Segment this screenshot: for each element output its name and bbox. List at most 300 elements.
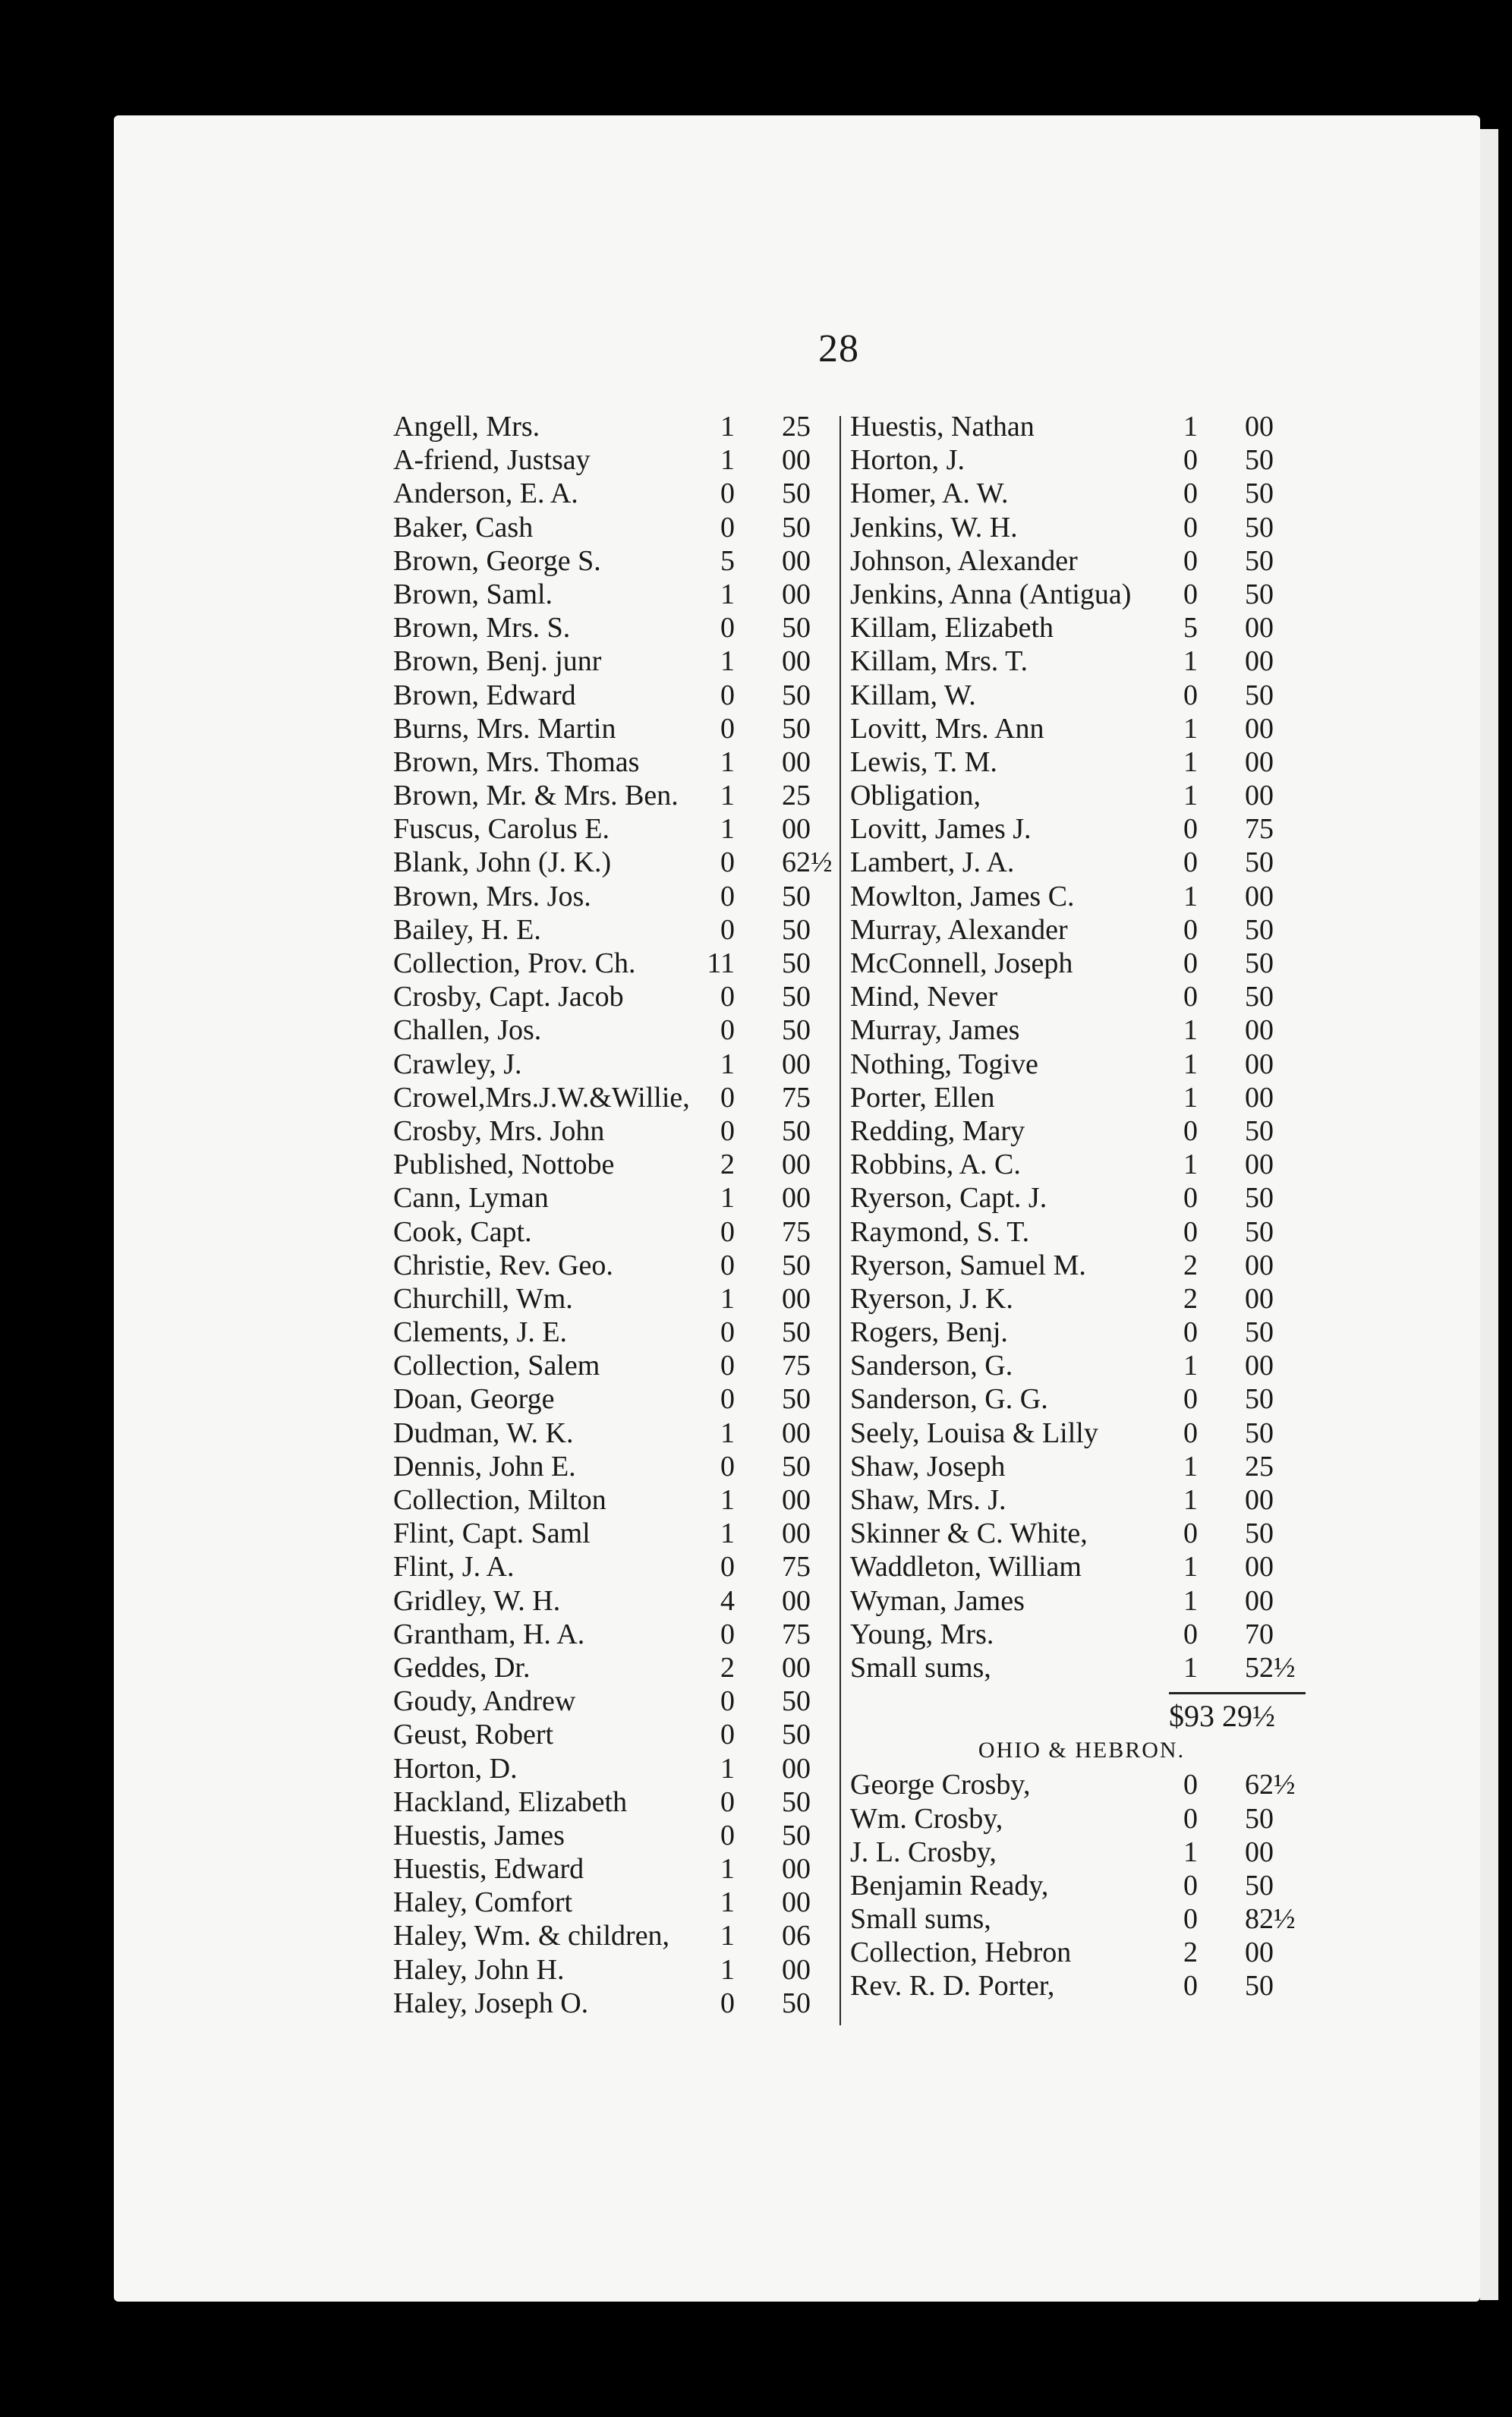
entry-dollars: 0 (1183, 913, 1198, 946)
entry-cents: 06 (782, 1920, 811, 1952)
entry-cents: 62½ (782, 846, 833, 879)
entry-name: Skinner & C. White, (850, 1517, 1088, 1550)
entry-dollars: 0 (720, 1014, 735, 1047)
entry-cents: 00 (1245, 612, 1274, 644)
entry-name: Lambert, J. A. (850, 846, 1015, 879)
list-item (850, 1316, 1290, 1349)
entry-name: Burns, Mrs. Martin (393, 712, 616, 745)
entry-cents: 50 (1245, 1215, 1274, 1248)
list-item (393, 1148, 833, 1181)
entry-name: Collection, Prov. Ch. (393, 947, 636, 979)
entry-cents: 00 (1245, 1836, 1274, 1868)
entry-dollars: 0 (1183, 813, 1198, 846)
entry-cents: 50 (1245, 947, 1274, 979)
list-item (850, 1584, 1290, 1618)
entry-dollars: 1 (1183, 1484, 1198, 1516)
list-item (393, 1852, 833, 1886)
entry-cents: 50 (1245, 846, 1274, 879)
entry-cents: 00 (782, 1886, 811, 1919)
list-item (393, 712, 833, 745)
entry-cents: 50 (1245, 1517, 1274, 1550)
entry-dollars: 1 (720, 813, 735, 846)
entry-cents: 00 (782, 578, 811, 610)
list-item (393, 1349, 833, 1382)
list-item (850, 477, 1290, 510)
entry-name: Small sums, (850, 1903, 991, 1936)
entry-cents: 50 (1245, 679, 1274, 711)
entry-name: Haley, Comfort (393, 1886, 573, 1919)
entry-dollars: 0 (720, 1383, 735, 1416)
entry-cents: 00 (1245, 1081, 1274, 1114)
list-item (850, 812, 1290, 846)
entry-cents: 50 (1245, 544, 1274, 577)
entry-cents: 25 (1245, 1450, 1274, 1483)
entry-cents: 50 (782, 712, 811, 745)
entry-dollars: 0 (1183, 444, 1198, 477)
list-item (850, 1902, 1296, 1936)
entry-cents: 25 (782, 780, 811, 812)
entry-cents: 00 (1245, 1149, 1274, 1181)
entry-name: Brown, Mrs. S. (393, 612, 571, 644)
entry-cents: 00 (782, 1853, 811, 1886)
entry-name: Crawley, J. (393, 1048, 522, 1080)
entry-cents: 00 (782, 1651, 811, 1684)
entry-name: Churchill, Wm. (393, 1282, 573, 1315)
list-item (393, 1919, 833, 1952)
entry-cents: 00 (1245, 1350, 1274, 1382)
list-item (850, 578, 1290, 611)
list-item (850, 443, 1290, 477)
list-item (850, 1517, 1290, 1550)
entry-cents: 00 (782, 1416, 811, 1449)
entry-dollars: 1 (720, 780, 735, 812)
entry-name: Brown, George S. (393, 544, 601, 577)
entry-name: Jenkins, Anna (Antigua) (850, 578, 1132, 610)
list-item (850, 410, 1290, 443)
entry-dollars: 0 (720, 1350, 735, 1382)
entry-name: Homer, A. W. (850, 477, 1009, 510)
entry-dollars: 2 (720, 1651, 735, 1684)
entry-name: Brown, Mrs. Thomas (393, 745, 640, 778)
entry-dollars: 1 (1183, 712, 1198, 745)
entry-cents: 00 (782, 813, 811, 846)
entry-cents: 50 (782, 612, 811, 644)
entry-dollars: 1 (1183, 1081, 1198, 1114)
entry-dollars: 1 (720, 1182, 735, 1215)
list-item (850, 980, 1290, 1013)
entry-name: Murray, Alexander (850, 913, 1068, 946)
list-item (850, 712, 1290, 745)
entry-cents: 00 (782, 1282, 811, 1315)
entry-dollars: 1 (720, 444, 735, 477)
entry-dollars: 0 (720, 1114, 735, 1147)
entry-name: Flint, Capt. Saml (393, 1517, 591, 1550)
entry-name: Haley, John H. (393, 1953, 565, 1986)
entry-dollars: 0 (720, 1618, 735, 1650)
entry-name: Murray, James (850, 1014, 1020, 1047)
left-column (393, 410, 833, 2020)
entry-cents: 00 (782, 1752, 811, 1785)
entry-dollars: 0 (720, 1081, 735, 1114)
entry-dollars: 0 (1183, 1416, 1198, 1449)
list-item (393, 477, 833, 510)
entry-cents: 00 (1245, 1282, 1274, 1315)
entry-cents: 50 (1245, 1383, 1274, 1416)
total-rule (850, 1684, 1290, 1700)
entry-cents: 50 (1245, 1182, 1274, 1215)
entry-cents: 00 (1245, 880, 1274, 912)
entry-dollars: 1 (1183, 745, 1198, 778)
list-item (393, 578, 833, 611)
entry-name: Collection, Hebron (850, 1936, 1072, 1969)
list-item (393, 1752, 833, 1785)
entry-cents: 50 (782, 477, 811, 510)
entry-dollars: 0 (720, 981, 735, 1013)
list-item (393, 1013, 833, 1047)
list-item (850, 880, 1290, 913)
entry-cents: 00 (782, 1517, 811, 1550)
entry-dollars: 0 (1183, 1182, 1198, 1215)
entry-name: Huestis, Edward (393, 1853, 584, 1886)
entry-name: Christie, Rev. Geo. (393, 1249, 613, 1281)
entry-cents: 00 (1245, 1014, 1274, 1047)
entry-dollars: 5 (720, 544, 735, 577)
entry-dollars: 0 (1183, 947, 1198, 979)
total-row (850, 1700, 1290, 1733)
entry-dollars: 0 (720, 880, 735, 912)
entry-cents: 00 (782, 1584, 811, 1617)
entry-cents: 00 (782, 544, 811, 577)
entry-dollars: 0 (720, 1551, 735, 1583)
list-item (393, 544, 833, 578)
entry-cents: 50 (782, 913, 811, 946)
entry-cents: 50 (782, 1719, 811, 1751)
entry-dollars: 1 (1183, 1651, 1198, 1684)
entry-name: J. L. Crosby, (850, 1836, 997, 1868)
list-item (393, 1584, 833, 1618)
entry-cents: 00 (1245, 780, 1274, 812)
list-item (850, 745, 1290, 779)
list-item (850, 1768, 1296, 1801)
entry-dollars: 1 (1183, 1584, 1198, 1617)
entry-dollars: 1 (1183, 880, 1198, 912)
entry-dollars: 0 (720, 1785, 735, 1818)
entry-cents: 00 (782, 444, 811, 477)
entry-dollars: 0 (1183, 1970, 1198, 2003)
entry-dollars: 0 (1183, 1769, 1198, 1801)
entry-name: Killam, W. (850, 679, 976, 711)
entry-cents: 50 (782, 1819, 811, 1851)
entry-name: Crowel,Mrs.J.W.&Willie, (393, 1081, 690, 1114)
entry-name: Lovitt, Mrs. Ann (850, 712, 1044, 745)
entry-name: Brown, Mrs. Jos. (393, 880, 591, 912)
entry-dollars: 1 (720, 1752, 735, 1785)
entry-name: Waddleton, William (850, 1551, 1082, 1583)
entry-name: Fuscus, Carolus E. (393, 813, 610, 846)
entry-cents: 75 (782, 1215, 811, 1248)
list-item (850, 1249, 1290, 1282)
entry-cents: 50 (1245, 477, 1274, 510)
entry-dollars: 0 (720, 1987, 735, 2019)
entry-cents: 00 (782, 1953, 811, 1986)
list-item (393, 880, 833, 913)
entry-name: Young, Mrs. (850, 1618, 994, 1650)
list-item (393, 1517, 833, 1550)
entry-cents: 62½ (1245, 1769, 1296, 1801)
list-item (393, 812, 833, 846)
entry-name: Mowlton, James C. (850, 880, 1075, 912)
list-item (850, 1081, 1290, 1114)
list-item (850, 1869, 1290, 1902)
entry-cents: 00 (782, 1048, 811, 1080)
entry-dollars: 0 (1183, 846, 1198, 879)
entry-dollars: 1 (720, 1282, 735, 1315)
entry-name: Robbins, A. C. (850, 1149, 1021, 1181)
entry-name: Flint, J. A. (393, 1551, 515, 1583)
entry-name: Brown, Saml. (393, 578, 553, 610)
entry-dollars: 0 (720, 1215, 735, 1248)
entry-cents: 00 (782, 745, 811, 778)
entry-cents: 50 (1245, 444, 1274, 477)
entry-name: Geddes, Dr. (393, 1651, 531, 1684)
list-item (393, 1550, 833, 1583)
entry-name: Wyman, James (850, 1584, 1025, 1617)
column-divider (839, 416, 841, 2025)
entry-name: Brown, Edward (393, 679, 576, 711)
list-item (850, 1349, 1290, 1382)
entry-name: Dennis, John E. (393, 1450, 576, 1483)
entry-name: Crosby, Capt. Jacob (393, 981, 624, 1013)
entry-cents: 75 (782, 1618, 811, 1650)
list-item (850, 1836, 1290, 1869)
entry-dollars: 1 (1183, 1551, 1198, 1583)
entry-dollars: 1 (720, 745, 735, 778)
entry-name: Goudy, Andrew (393, 1685, 576, 1718)
entry-cents: 25 (782, 411, 811, 443)
entry-dollars: 0 (1183, 1869, 1198, 1902)
entry-cents: 00 (1245, 1584, 1274, 1617)
entry-name: Blank, John (J. K.) (393, 846, 612, 879)
list-item (393, 410, 833, 443)
entry-name: Collection, Salem (393, 1350, 600, 1382)
list-item (393, 443, 833, 477)
entry-dollars: 1 (720, 1953, 735, 1986)
entry-name: McConnell, Joseph (850, 947, 1073, 979)
list-item (850, 644, 1290, 678)
entry-dollars: 1 (720, 1920, 735, 1952)
entry-cents: 75 (782, 1081, 811, 1114)
entry-cents: 50 (1245, 1114, 1274, 1147)
right-column (850, 410, 1296, 2003)
list-item (393, 1450, 833, 1483)
entry-cents: 50 (1245, 1416, 1274, 1449)
list-item (850, 1483, 1290, 1517)
entry-name: Hackland, Elizabeth (393, 1785, 628, 1818)
entry-name: Ryerson, Capt. J. (850, 1182, 1047, 1215)
entry-dollars: 0 (1183, 1802, 1198, 1835)
list-item (850, 544, 1290, 578)
list-item (393, 1987, 833, 2020)
entry-name: Sanderson, G. G. (850, 1383, 1048, 1416)
list-item (393, 1953, 833, 1987)
list-item (393, 511, 833, 544)
list-item (393, 913, 833, 947)
entry-dollars: 1 (1183, 1048, 1198, 1080)
entry-dollars: 2 (1183, 1936, 1198, 1969)
entry-name: Collection, Milton (393, 1484, 606, 1516)
entry-name: Anderson, E. A. (393, 477, 578, 510)
list-item (393, 1483, 833, 1517)
list-item (393, 1382, 833, 1416)
entry-dollars: 0 (1183, 477, 1198, 510)
entry-name: Grantham, H. A. (393, 1618, 585, 1650)
entry-cents: 50 (1245, 1802, 1274, 1835)
entry-dollars: 0 (1183, 1114, 1198, 1147)
list-item (850, 1048, 1290, 1081)
list-item (393, 1618, 833, 1651)
entry-name: Rev. R. D. Porter, (850, 1970, 1055, 2003)
entry-dollars: 1 (1183, 1836, 1198, 1868)
list-item (850, 947, 1290, 980)
list-item (393, 1316, 833, 1349)
entry-dollars: 0 (720, 846, 735, 879)
list-item (393, 1416, 833, 1450)
list-item (850, 1969, 1290, 2003)
entry-name: Small sums, (850, 1651, 991, 1684)
list-item (850, 1802, 1290, 1836)
entry-cents: 00 (1245, 1249, 1274, 1281)
entry-name: Shaw, Joseph (850, 1450, 1006, 1483)
entry-cents: 75 (782, 1350, 811, 1382)
entry-dollars: 2 (720, 1149, 735, 1181)
total-amount: $93 29½ (1169, 1699, 1275, 1734)
list-item (850, 1013, 1290, 1047)
list-item (393, 1215, 833, 1249)
entry-name: Gridley, W. H. (393, 1584, 561, 1617)
entry-dollars: 5 (1183, 612, 1198, 644)
entry-dollars: 2 (1183, 1249, 1198, 1281)
entry-dollars: 0 (1183, 511, 1198, 544)
entry-cents: 50 (782, 1785, 811, 1818)
list-item (393, 980, 833, 1013)
entry-cents: 50 (1245, 1316, 1274, 1349)
entry-name: Published, Nottobe (393, 1149, 615, 1181)
entry-cents: 00 (1245, 1936, 1274, 1969)
entry-name: Jenkins, W. H. (850, 511, 1018, 544)
entry-name: Seely, Louisa & Lilly (850, 1416, 1098, 1449)
entry-cents: 50 (1245, 511, 1274, 544)
entry-cents: 82½ (1245, 1903, 1296, 1936)
page-number: 28 (818, 327, 859, 370)
list-item (393, 745, 833, 779)
entry-name: Huestis, Nathan (850, 411, 1035, 443)
entry-name: Shaw, Mrs. J. (850, 1484, 1006, 1516)
entry-name: Horton, D. (393, 1752, 518, 1785)
entry-dollars: 0 (1183, 1316, 1198, 1349)
page-edge (1480, 129, 1498, 2300)
entry-name: Challen, Jos. (393, 1014, 542, 1047)
entry-name: Porter, Ellen (850, 1081, 995, 1114)
entry-dollars: 0 (1183, 1903, 1198, 1936)
entry-cents: 00 (1245, 1551, 1274, 1583)
entry-dollars: 1 (720, 1484, 735, 1516)
entry-cents: 50 (782, 880, 811, 912)
entry-dollars: 0 (1183, 1215, 1198, 1248)
entry-dollars: 0 (1183, 1618, 1198, 1650)
list-item (850, 1181, 1290, 1215)
entry-dollars: 0 (720, 679, 735, 711)
entry-dollars: 0 (1183, 679, 1198, 711)
entry-name: A-friend, Justsay (393, 444, 591, 477)
list-item (393, 1718, 833, 1751)
entry-name: Cook, Capt. (393, 1215, 532, 1248)
list-item (850, 1382, 1290, 1416)
entry-cents: 50 (1245, 981, 1274, 1013)
entry-cents: 50 (782, 981, 811, 1013)
list-item (850, 1282, 1290, 1316)
entry-name: Redding, Mary (850, 1114, 1025, 1147)
entry-name: Mind, Never (850, 981, 998, 1013)
list-item (393, 1651, 833, 1684)
entry-dollars: 0 (720, 913, 735, 946)
entry-dollars: 1 (720, 1853, 735, 1886)
entry-dollars: 0 (720, 712, 735, 745)
list-item (393, 1886, 833, 1919)
entry-cents: 00 (1245, 1048, 1274, 1080)
entry-cents: 00 (782, 1484, 811, 1516)
entry-cents: 00 (1245, 645, 1274, 678)
list-item (850, 1618, 1290, 1651)
entry-dollars: 0 (720, 1819, 735, 1851)
entry-cents: 75 (1245, 813, 1274, 846)
list-item (393, 644, 833, 678)
entry-dollars: 4 (720, 1584, 735, 1617)
entry-dollars: 0 (1183, 578, 1198, 610)
list-item (850, 679, 1290, 712)
entry-dollars: 0 (1183, 1383, 1198, 1416)
entry-cents: 50 (1245, 1970, 1274, 2003)
entry-dollars: 1 (1183, 645, 1198, 678)
entry-name: Wm. Crosby, (850, 1802, 1003, 1835)
entry-cents: 50 (782, 1014, 811, 1047)
list-item (850, 1148, 1290, 1181)
list-item (850, 511, 1290, 544)
entry-cents: 50 (1245, 578, 1274, 610)
entry-dollars: 1 (720, 411, 735, 443)
entry-dollars: 11 (707, 947, 735, 979)
entry-cents: 00 (782, 645, 811, 678)
entry-cents: 50 (782, 1987, 811, 2019)
entry-name: Benjamin Ready, (850, 1869, 1049, 1902)
entry-cents: 00 (1245, 411, 1274, 443)
entry-name: Obligation, (850, 780, 981, 812)
entry-cents: 00 (1245, 745, 1274, 778)
entry-dollars: 1 (720, 578, 735, 610)
entry-dollars: 0 (720, 1719, 735, 1751)
list-item (850, 1550, 1290, 1583)
list-item (393, 679, 833, 712)
entry-cents: 50 (782, 1316, 811, 1349)
list-item (850, 1936, 1290, 1969)
entry-dollars: 0 (1183, 544, 1198, 577)
list-item (393, 1785, 833, 1819)
entry-cents: 00 (1245, 1484, 1274, 1516)
entry-dollars: 0 (720, 477, 735, 510)
entry-cents: 00 (782, 1149, 811, 1181)
entry-dollars: 1 (1183, 411, 1198, 443)
entry-name: Ryerson, Samuel M. (850, 1249, 1086, 1281)
entry-dollars: 0 (1183, 1517, 1198, 1550)
